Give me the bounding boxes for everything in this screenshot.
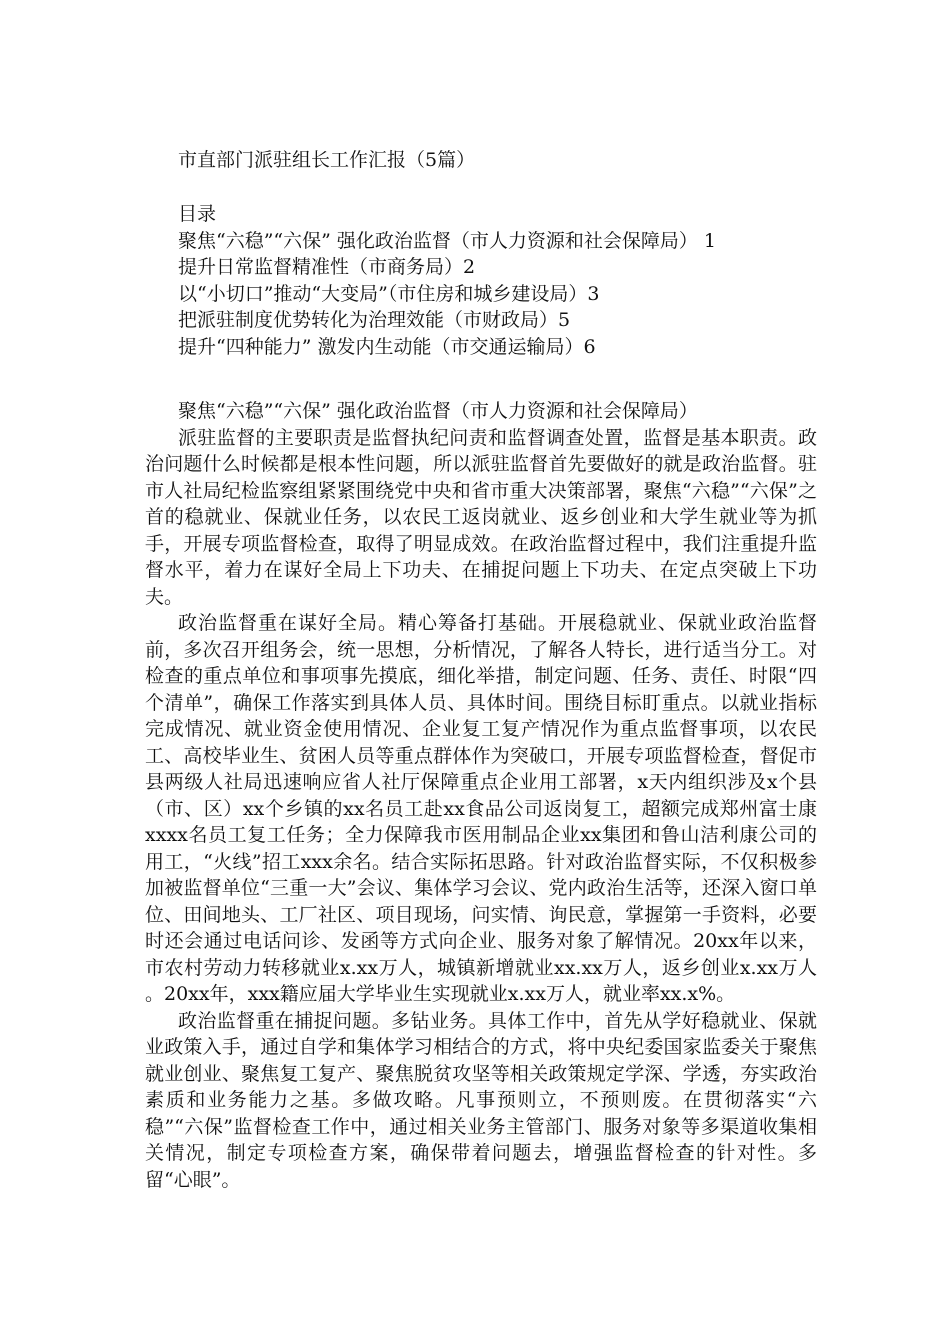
section-heading: 聚焦“六稳”“六保” 强化政治监督（市人力资源和社会保障局） (178, 400, 698, 422)
body-paragraph: 政治监督重在谋好全局。精心筹备打基础。开展稳就业、保就业政治监督前，多次召开组务会，统一思想，分析情况，了解各人特长，进行适当分工。对检查的重点单位和事项事先摸底，细化举措，制定问题、任务、责任、时限“四个清单”，确保工作落实到具体人员、具体时间。围绕目标盯重点。以就业指标完成情况、就业资金使用情况、企业复工复产情况作为重点监督事项，以农民工、高校毕业生、贫困人员等重点群体作为突破口，开展专项监督检查，督促市县两级人社局迅速响应省人社厅保障重点企业用工部署，x天内组织涉及x个县（市、区）xx个乡镇的xx名员工赴xx食品公司返岗复工，超额完成郑州富士康xxxx名员工复工任务；全力保障我市医用制品企业xx集团和鲁山洁利康公司的用工，“火线”招工xxx余名。结合实际拓思路。针对政治监督实际，不仅积极参加被监督单位“三重一大”会议、集体学习会议、党内政治生活等，还深入窗口单位、田间地头、工厂社区、项目现场，问实情、询民意，掌握第一手资料，必要时还会通过电话问诊、发函等方式向企业、服务对象了解情况。20xx年以来，市农村劳动力转移就业x.xx万人，城镇新增就业xx.xx万人，返乡创业x.xx万人 。20xx年，xxx籍应届大学毕业生实现就业x.xx万人，就业率xx.x%。 (145, 612, 817, 1005)
toc-item[interactable]: 提升日常监督精准性（市商务局）2 (178, 256, 476, 278)
document-body (145, 398, 817, 1193)
body-paragraph: 派驻监督的主要职责是监督执纪问责和监督调查处置，监督是基本职责。政治问题什么时候都是根本性问题，所以派驻监督首先要做好的就是政治监督。驻市人社局纪检监察组紧紧围绕党中央和省市重大决策部署，聚焦“六稳”“六保”之首的稳就业、保就业任务，以农民工返岗就业、返乡创业和大学生就业等为抓手，开展专项监督检查，取得了明显成效。在政治监督过程中，我们注重提升监督水平，着力在谋好全局上下功夫、在捕捉问题上下功夫、在定点突破上下功夫。 (145, 426, 817, 608)
body-paragraph: 政治监督重在捕捉问题。多钻业务。具体工作中，首先从学好稳就业、保就业政策入手，通过自学和集体学习相结合的方式，将中央纪委国家监委关于聚焦就业创业、聚焦复工复产、聚焦脱贫攻坚等相关政策规定学深、学透，夯实政治素质和业务能力之基。多做攻略。凡事预则立，不预则废。在贯彻落实“六稳”“六保”监督检查工作中，通过相关业务主管部门、服务对象等多渠道收集相关情况，制定专项检查方案，确保带着问题去，增强监督检查的针对性。多留“心眼”。 (145, 1009, 817, 1191)
toc-heading: 目录 (178, 203, 217, 225)
toc-item[interactable]: 提升“四种能力” 激发内生动能（市交通运输局）6 (178, 335, 596, 358)
document-title: 市直部门派驻组长工作汇报（5篇） (178, 149, 476, 171)
toc-item[interactable]: 聚焦“六稳”“六保” 强化政治监督（市人力资源和社会保障局） 1 (178, 229, 717, 252)
toc-item[interactable]: 以“小切口”推动“大变局”（市住房和城乡建设局）3 (178, 282, 600, 305)
toc-item[interactable]: 把派驻制度优势转化为治理效能（市财政局）5 (178, 309, 571, 331)
table-of-contents (145, 201, 817, 360)
